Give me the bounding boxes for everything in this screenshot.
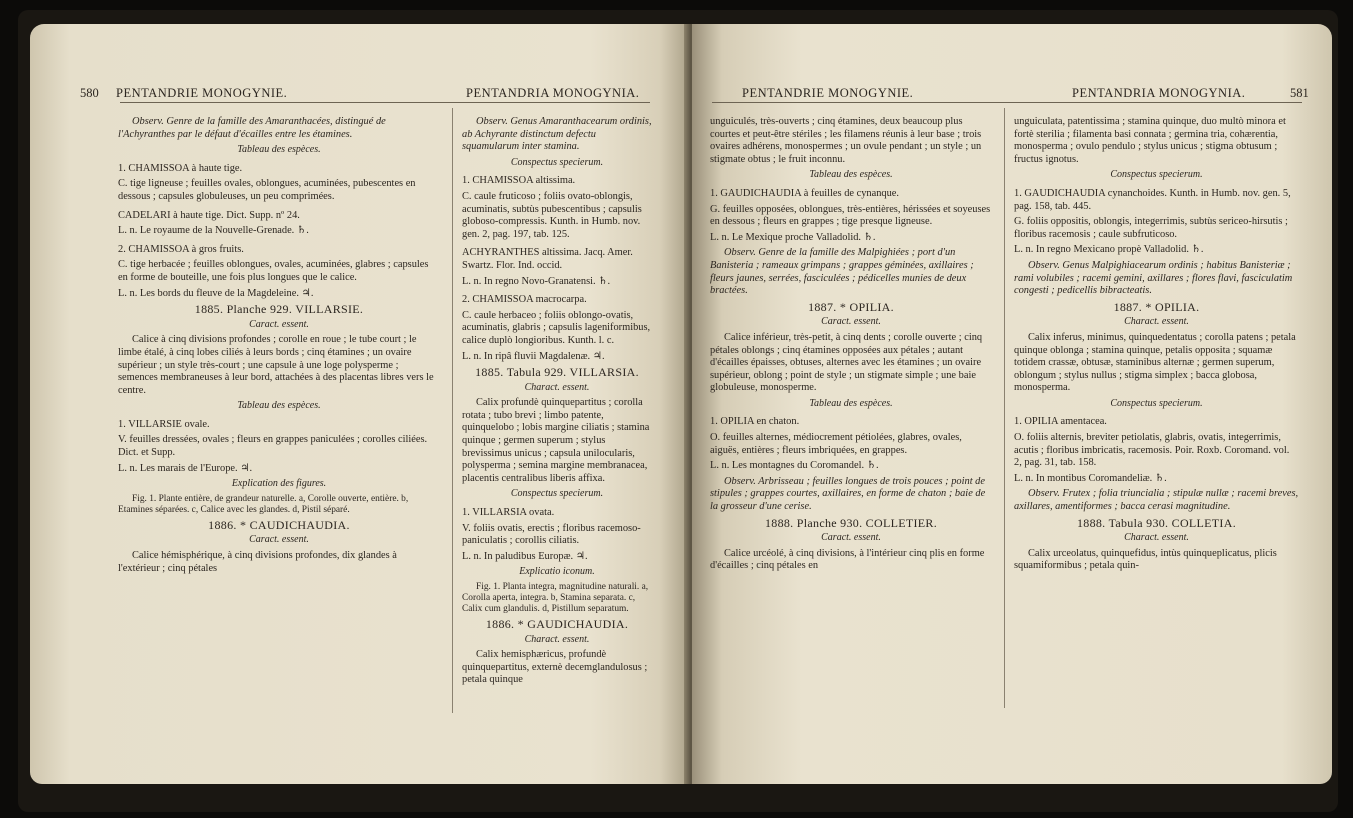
paragraph: Fig. 1. Plante entière, de grandeur naturelle. a, Corolle ouverte, entière. b, Etamines séparées. c, Calice avec les glandes. d, Pistil séparé. bbox=[118, 493, 409, 515]
section-heading: 1885. Tabula 929. VILLARSIA. bbox=[475, 365, 639, 380]
header-french-left: PENTANDRIE MONOGYNIE. bbox=[116, 86, 288, 100]
paragraph: Calice à cinq divisions profondes ; corolle en roue ; le tube court ; le limbe étalé, à cinq lobes ciliés à leurs bords ; cinq étamines ; un ovaire supérieur ; un style très-court ; une capsule à une loge polysperme ; semences membraneuses à leur bord, attachées à des placentas libres vers le centre. bbox=[118, 334, 434, 396]
species-entry: CADELARI à haute tige. Dict. Supp. nº 24. bbox=[118, 209, 300, 221]
subsection-heading: Tableau des espèces. bbox=[237, 400, 321, 412]
paragraph: L. n. Les bords du fleuve de la Magdeleine. ♃. bbox=[118, 287, 314, 299]
subsection-heading: Explication des figures. bbox=[231, 478, 327, 490]
species-entry: 1. VILLARSIE ovale. bbox=[118, 418, 210, 430]
paragraph: L. n. In ripâ fluvii Magdalenæ. ♃. bbox=[462, 350, 605, 362]
paragraph: Fig. 1. Planta integra, magnitudine naturali. a, Corolla aperta, integra. b, Stamina separata. c, Calix cum glandulis. d, Pistillum separatum. bbox=[462, 582, 649, 614]
header-latin-left: PENTANDRIA MONOGYNIA. bbox=[466, 86, 640, 100]
paragraph: C. caule fruticoso ; foliis ovato-oblongis, acuminatis, subtùs pubescentibus ; capsulis globoso-compressis. Kunth. in Humb. nov. gen. 2, pag. 197, tab. 125. bbox=[462, 190, 642, 240]
subsection-heading: Charact. essent. bbox=[1124, 316, 1189, 328]
paragraph: L. n. Le royaume de la Nouvelle-Grenade. ♄. bbox=[118, 225, 309, 237]
paragraph: G. feuilles opposées, oblongues, très-entières, hérissées et soyeuses en dessous ; fleurs en grappes ; tige presque ligneuse. bbox=[710, 203, 991, 228]
paragraph: L. n. Les marais de l'Europe. ♃. bbox=[118, 462, 253, 474]
species-entry: 1. OPILIA en chaton. bbox=[710, 416, 800, 428]
subsection-heading: Caract. essent. bbox=[821, 532, 881, 544]
subsection-heading: Charact. essent. bbox=[524, 381, 590, 393]
left-page bbox=[30, 24, 690, 784]
header-latin-right: PENTANDRIA MONOGYNIA. bbox=[1072, 86, 1246, 100]
paragraph: Calix hemisphæricus, profundè quinquepartitus, externè decemglandulosus ; petala quinque bbox=[462, 649, 648, 686]
paragraph: L. n. Le Mexique proche Valladolid. ♄. bbox=[710, 231, 876, 243]
subsection-heading: Caract. essent. bbox=[249, 534, 309, 546]
species-entry: 2. CHAMISSOA macrocarpa. bbox=[462, 294, 587, 306]
section-heading: 1885. Planche 929. VILLARSIE. bbox=[194, 302, 364, 317]
subsection-heading: Conspectus specierum. bbox=[510, 156, 604, 168]
column-divider-left bbox=[452, 108, 453, 713]
section-heading: 1887. * OPILIA. bbox=[808, 299, 894, 314]
paragraph: Calice urcéolé, à cinq divisions, à l'intérieur cinq plis en forme d'écailles ; cinq pétales en bbox=[710, 547, 985, 572]
paragraph: Observ. Arbrisseau ; feuilles longues de trois pouces ; point de stipules ; grappes courtes, axillaires, en forme de chaton ; baie de la grosseur d'une cerise. bbox=[710, 475, 986, 513]
species-entry: 1. CHAMISSOA à haute tige. bbox=[118, 162, 243, 174]
section-heading: 1888. Planche 930. COLLETIER. bbox=[764, 515, 937, 530]
paragraph: L. n. In regno Mexicano propè Valladolid. ♄. bbox=[1014, 244, 1204, 256]
paragraph: Calice hémisphérique, à cinq divisions profondes, dix glandes à l'extérieur ; cinq pétales bbox=[118, 550, 397, 574]
paragraph: Observ. Frutex ; folia triuncialia ; stipulæ nullæ ; racemi breves, axillares, amentiformes ; bacca cerasi magnitudine. bbox=[1014, 488, 1299, 513]
paragraph: L. n. In regno Novo-Granatensi. ♄. bbox=[462, 275, 611, 287]
species-entry: 1. VILLARSIA ovata. bbox=[462, 507, 555, 519]
paragraph: V. feuilles dressées, ovales ; fleurs en grappes paniculées ; corolles ciliées. Dict. et Supp. bbox=[118, 434, 428, 459]
species-entry: 2. CHAMISSOA à gros fruits. bbox=[118, 243, 244, 255]
paragraph: Observ. Genre de la famille des Amaranthacées, distingué de l'Achyranthes par le défaut d'écailles entre les étamines. bbox=[118, 116, 386, 140]
paragraph: L. n. In paludibus Europæ. ♃. bbox=[462, 550, 588, 562]
paragraph: C. tige herbacée ; feuilles oblongues, ovales, acuminées, glabres ; capsules en forme de bouteille, une fois plus longues que le calice. bbox=[118, 259, 429, 283]
section-heading: 1886. * GAUDICHAUDIA. bbox=[485, 617, 629, 631]
header-french-right: PENTANDRIE MONOGYNIE. bbox=[742, 86, 914, 100]
paragraph: Calix inferus, minimus, quinquedentatus ; corolla patens ; petala quinque oblonga ; stamina quinque, petalis opposita ; squamæ totidem crassæ, obtusæ, staminibus alternæ ; germen superum, oblongum ; stylus nullus ; stigma simplex ; bacca globosa, monosperma. bbox=[1014, 331, 1296, 394]
section-heading: 1886. * CAUDICHAUDIA. bbox=[208, 517, 350, 532]
column-french-right bbox=[710, 116, 992, 576]
paragraph: Calix profundè quinquepartitus ; corolla rotata ; tubo brevi ; limbo patente, quinquelobo ; lobis margine ciliatis ; stamina quinque ; germen superum ; stylus brevissimus unicus ; capsula unilocularis, polysperma ; semina margine membranacea, placentis centralibus liberis affixa. bbox=[462, 397, 650, 484]
paragraph: G. foliis oppositis, oblongis, integerrimis, subtùs sericeo-hirsutis ; floribus racemosis ; caule subfruticoso. bbox=[1014, 216, 1288, 240]
paragraph: Observ. Genus Malpighiacearum ordinis ; habitus Banisteriæ ; rami volubiles ; racemi gemini, axillares ; flores flavi, fasciculatim congesti ; pedicellis bibracteatis. bbox=[1014, 259, 1293, 297]
species-entry: 1. OPILIA amentacea. bbox=[1014, 416, 1107, 428]
paragraph: O. feuilles alternes, médiocrement pétiolées, glabres, ovales, aiguës, entières ; fleurs imbriquées, en grappes. bbox=[710, 432, 962, 456]
column-latin-right bbox=[1014, 116, 1299, 576]
paragraph: C. caule herbaceo ; foliis oblongo-ovatis, acuminatis, glabris ; capsulis lageniformibus, calice duplò longioribus. Kunth. l. c. bbox=[462, 309, 651, 346]
subsection-heading: Explicatio iconum. bbox=[519, 566, 595, 578]
header-rule-right bbox=[712, 102, 1302, 103]
species-entry: ACHYRANTHES altissima. Jacq. Amer. Swartz. Flor. Ind. occid. bbox=[462, 247, 633, 271]
subsection-heading: Caract. essent. bbox=[821, 316, 881, 328]
subsection-heading: Conspectus specierum. bbox=[510, 488, 604, 500]
page-number-left: 580 bbox=[80, 86, 99, 100]
species-entry: 1. GAUDICHAUDIA cynanchoides. Kunth. in Humb. nov. gen. 5, pag. 158, tab. 445. bbox=[1014, 187, 1291, 212]
header-rule-left bbox=[120, 102, 650, 103]
subsection-heading: Caract. essent. bbox=[249, 318, 309, 330]
paragraph: V. foliis ovatis, erectis ; floribus racemoso-paniculatis ; corollis ciliatis. bbox=[462, 522, 641, 547]
paragraph: Observ. Genre de la famille des Malpighiées ; port d'un Banisteria ; rameaux grimpans ; grappes géminées, axillaires ; fleurs jaunes, serrées, fasciculées ; pédicelles munies de deux bractées. bbox=[710, 247, 974, 297]
column-latin-left bbox=[462, 116, 652, 690]
column-french-left bbox=[118, 116, 440, 578]
subsection-heading: Tableau des espèces. bbox=[237, 144, 321, 156]
paragraph: unguiculés, très-ouverts ; cinq étamines, deux beaucoup plus courtes et peut-être stériles ; les filamens réunis à leur base ; trois ovaires adhérens, monospermes ; un ovule pendant ; un style ; un stigmate obtus ; le fruit inconnu. bbox=[710, 116, 982, 165]
paragraph: Observ. Genus Amaranthacearum ordinis, ab Achyrante distinctum defectu squamularum inter stamina. bbox=[462, 116, 652, 153]
section-heading: 1888. Tabula 930. COLLETIA. bbox=[1076, 515, 1236, 530]
subsection-heading: Charact. essent. bbox=[524, 633, 590, 645]
subsection-heading: Conspectus specierum. bbox=[1110, 169, 1203, 181]
paragraph: L. n. In montibus Coromandeliæ. ♄. bbox=[1014, 472, 1167, 484]
subsection-heading: Tableau des espèces. bbox=[809, 397, 893, 409]
paragraph: C. tige ligneuse ; feuilles ovales, oblongues, acuminées, pubescentes en dessous ; capsules globuleuses, un peu comprimées. bbox=[118, 178, 416, 202]
subsection-heading: Charact. essent. bbox=[1124, 532, 1189, 544]
paragraph: Calix urceolatus, quinquefidus, intùs quinqueplicatus, plicis squamiformibus ; petala quin- bbox=[1014, 547, 1277, 572]
paragraph: unguiculata, patentissima ; stamina quinque, duo multò minora et fortè sterilia ; filamenta basi connata ; germina tria, cohærentia, monosperma ; ovulo pendulo ; stylus unicus ; stigma obtusum ; fructus ignotus. bbox=[1014, 116, 1286, 165]
paragraph: L. n. Les montagnes du Coromandel. ♄. bbox=[710, 460, 879, 472]
species-entry: 1. CHAMISSOA altissima. bbox=[462, 175, 576, 187]
page-number-right: 581 bbox=[1290, 86, 1309, 100]
column-divider-right bbox=[1004, 108, 1005, 708]
species-entry: 1. GAUDICHAUDIA à feuilles de cynanque. bbox=[710, 187, 900, 199]
paragraph: O. foliis alternis, breviter petiolatis, glabris, ovatis, integerrimis, acutis ; floribus imbricatis, racemosis. Poir. Roxb. Coromand. vol. 2, pag. 31, tab. 158. bbox=[1014, 432, 1290, 469]
paragraph: Calice inférieur, très-petit, à cinq dents ; corolle ouverte ; cinq pétales oblongs ; cinq étamines opposées aux pétales ; autant d'écailles épaisses, obtuses, alternes avec les étamines ; un ovaire supérieur, oblong ; point de style ; un stigmate simple ; une baie globuleuse, monosperme. bbox=[710, 331, 983, 394]
right-page bbox=[692, 24, 1332, 784]
subsection-heading: Tableau des espèces. bbox=[809, 169, 893, 181]
subsection-heading: Conspectus specierum. bbox=[1110, 397, 1203, 409]
section-heading: 1887. * OPILIA. bbox=[1113, 299, 1200, 314]
